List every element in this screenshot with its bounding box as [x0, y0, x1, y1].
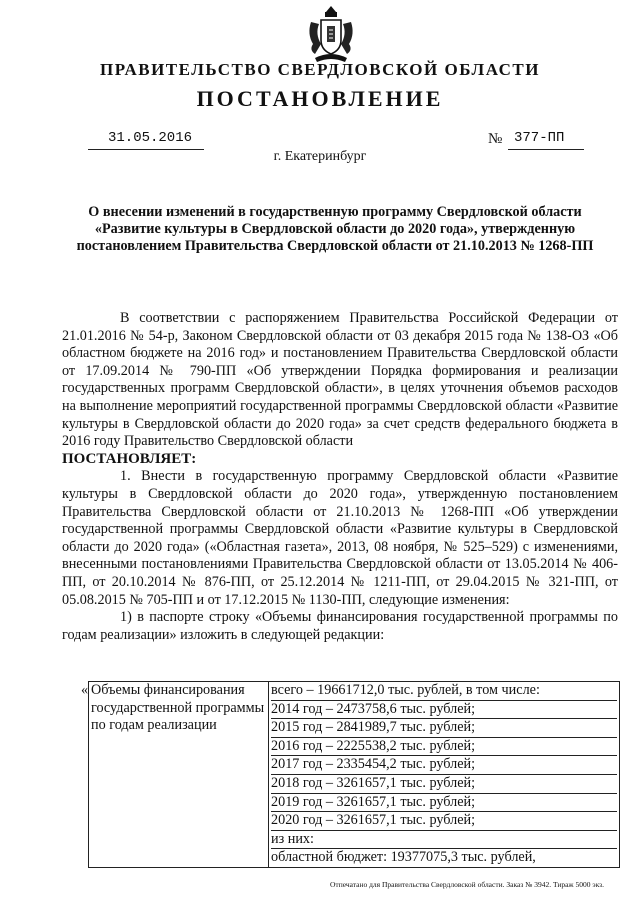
- passport-row: всего – 19661712,0 тыс. рублей, в том числе:: [271, 682, 617, 701]
- passport-row: 2014 год – 2473758,6 тыс. рублей;: [271, 701, 617, 720]
- passport-row: 2017 год – 2335454,2 тыс. рублей;: [271, 756, 617, 775]
- city: г. Екатеринбург: [273, 149, 367, 164]
- passport-row: 2016 год – 2225538,2 тыс. рублей;: [271, 738, 617, 757]
- decree-title: О внесении изменений в государственную программу Свердловской области «Развитие культуры в Свердловской области до 2020 года», утвержденную постановлением Правительства Свердловской области от 21.10.2013 № 1268-ПП: [76, 204, 594, 254]
- passport-values-cell: [269, 682, 620, 868]
- passport-row: из них:: [271, 831, 617, 850]
- passport-row: 2015 год – 2841989,7 тыс. рублей;: [271, 719, 617, 738]
- coat-of-arms-emblem: [305, 4, 357, 66]
- passport-table: [88, 681, 620, 868]
- passport-row: областной бюджет: 19377075,3 тыс. рублей,: [271, 849, 536, 866]
- number-sign: №: [488, 131, 503, 147]
- subitem-1: 1) в паспорте строку «Объемы финансирования государственной программы по годам реализации» изложить в следующей редакции:: [62, 609, 618, 643]
- preamble: В соответствии с распоряжением Правительства Российской Федерации от 21.01.2016 № 54-р, Законом Свердловской области от 03 декабря 2015 года № 138-ОЗ «Об областном бюджете на 2016 год» и постановлением Правительства Свердловской области от 17.09.2014 № 790-ПП «Об утверждении Порядка формирования и реализации государственных программ Свердловской области», в целях уточнения объемов расходов на выполнение мероприятий государственной программы Свердловской области «Развитие культуры в Свердловской области до 2020 года» за счет средств федерального бюджета в 2016 году Правительство Свердловской области: [62, 310, 618, 450]
- passport-label-cell: Объемы финансирования государственной программы по годам реализации: [89, 682, 269, 868]
- resolves-heading: ПОСТАНОВЛЯЕТ:: [62, 450, 197, 467]
- document-type: ПОСТАНОВЛЕНИЕ: [196, 86, 444, 111]
- open-quote: «: [81, 682, 89, 698]
- body-text: [62, 310, 618, 644]
- decree-number: 377-ПП: [514, 130, 565, 146]
- passport-row: 2019 год – 3261657,1 тыс. рублей;: [271, 794, 617, 813]
- government-name: ПРАВИТЕЛЬСТВО СВЕРДЛОВСКОЙ ОБЛАСТИ: [100, 60, 540, 79]
- passport-row: 2018 год – 3261657,1 тыс. рублей;: [271, 775, 617, 794]
- print-footer: Отпечатано для Правительства Свердловской области. Заказ № 3942. Тираж 5000 экз.: [330, 880, 604, 889]
- passport-row: 2020 год – 3261657,1 тыс. рублей;: [271, 812, 617, 831]
- item-1: 1. Внести в государственную программу Свердловской области «Развитие культуры в Свердловской области до 2020 года», утвержденную постановлением Правительства Свердловской области от 21.10.2013 № 1268-ПП «Об утверждении государственной программы Свердловской области «Развитие культуры в Свердловской области до 2020 года» («Областная газета», 2013, 08 ноября, № 525–529) с изменениями, внесенными постановлениями Правительства Свердловской области от 13.05.2014 № 406-ПП, от 20.10.2014 № 876-ПП, от 25.12.2014 № 1211-ПП, от 29.04.2015 № 321-ПП, от 05.08.2015 № 705-ПП и от 17.12.2015 № 1130-ПП, следующие изменения:: [62, 468, 618, 608]
- decree-date: 31.05.2016: [108, 130, 193, 146]
